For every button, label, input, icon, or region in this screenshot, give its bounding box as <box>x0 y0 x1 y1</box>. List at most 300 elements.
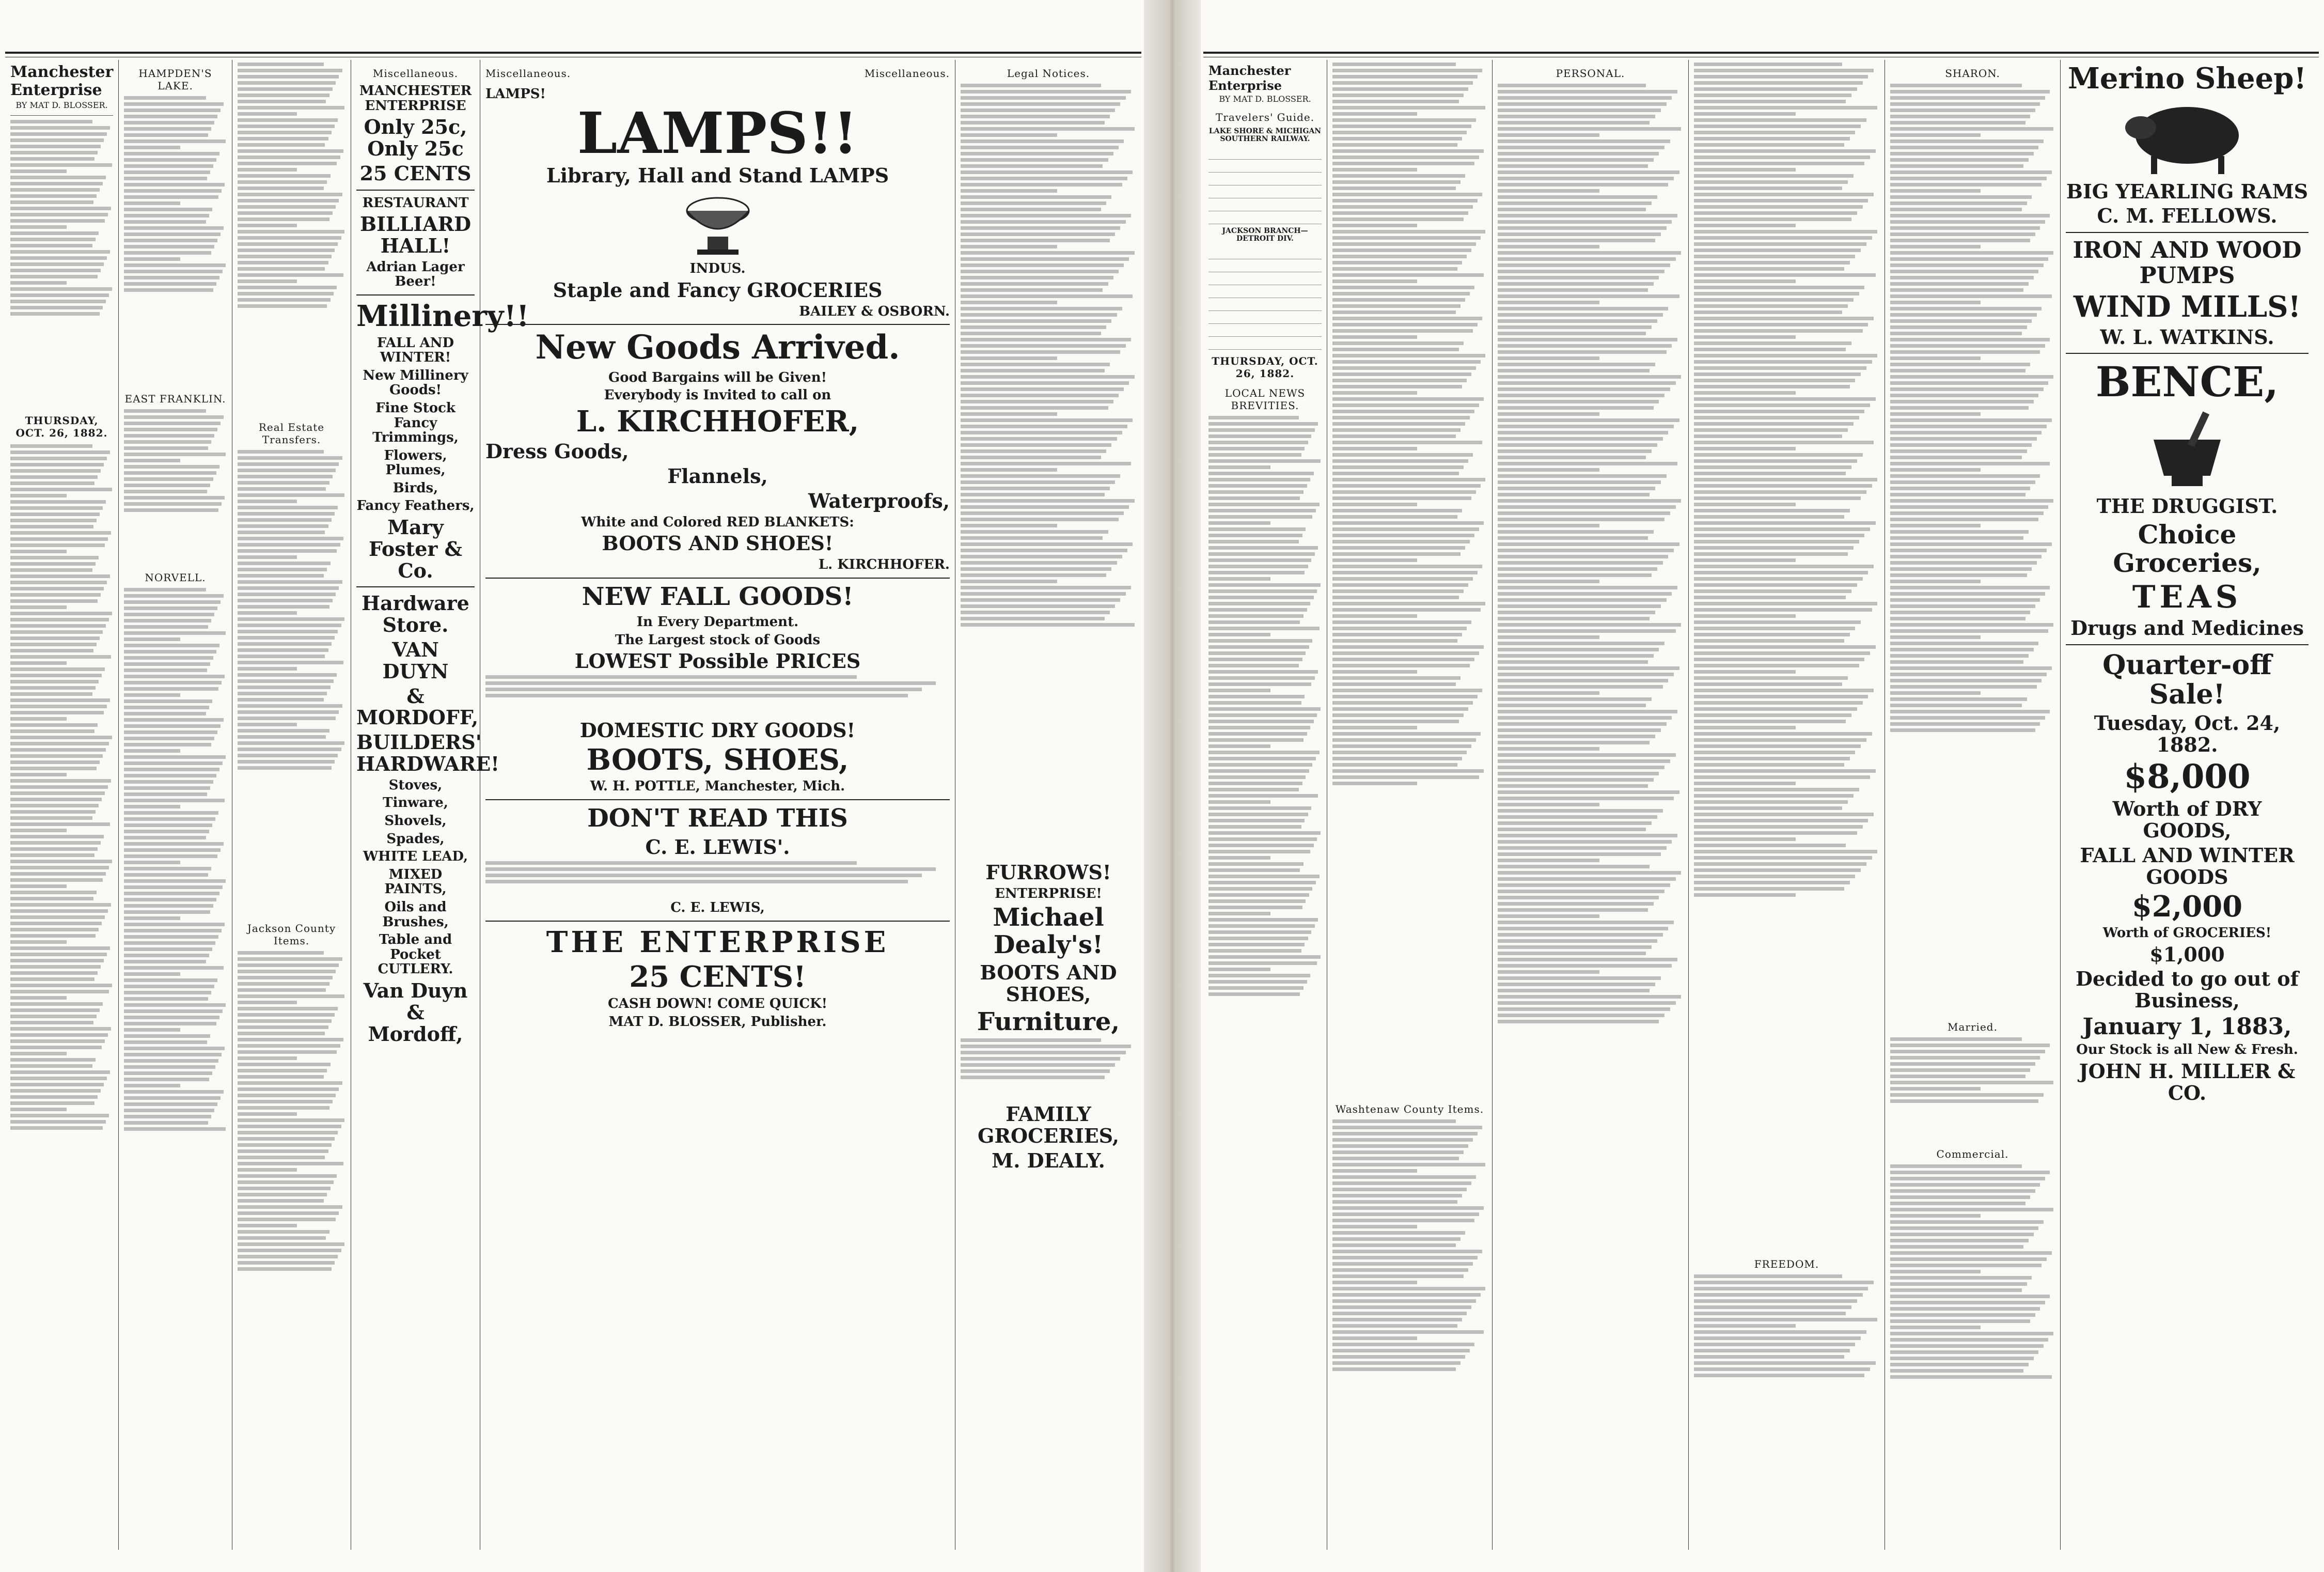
text-line <box>1498 871 1681 875</box>
text-block <box>124 409 227 564</box>
text-line <box>1498 753 1676 757</box>
text-block <box>961 84 1136 859</box>
text-line <box>1694 180 1848 184</box>
text-line <box>1208 416 1299 419</box>
text-line <box>1890 629 2048 633</box>
text-line <box>124 675 225 678</box>
text-line <box>1694 763 1844 767</box>
text-line <box>124 239 217 242</box>
text-line <box>1332 69 1482 72</box>
text-line <box>1694 354 1877 357</box>
ad-cash-down: CASH DOWN! COME QUICK! <box>607 996 828 1012</box>
text-line <box>1332 236 1481 240</box>
text-line <box>124 251 211 255</box>
text-line <box>1498 239 1655 242</box>
text-line <box>1890 431 2042 434</box>
text-line <box>10 717 67 721</box>
text-line <box>1890 350 2040 354</box>
text-line <box>10 450 110 454</box>
text-line <box>10 711 104 714</box>
text-line <box>1498 270 1665 273</box>
text-line <box>10 705 107 708</box>
text-line <box>1694 472 1846 475</box>
ad-white-lead: WHITE LEAD, <box>363 849 468 865</box>
text-line <box>1498 952 1646 955</box>
text-line <box>1694 124 1861 128</box>
text-line <box>961 462 1131 465</box>
text-line <box>1498 232 1661 236</box>
text-line <box>1332 658 1474 661</box>
text-line <box>238 1149 328 1153</box>
text-line <box>1890 375 2053 379</box>
text-line <box>1890 1208 2053 1211</box>
text-line <box>238 741 344 745</box>
text-line <box>124 1053 222 1056</box>
text-line <box>10 667 105 671</box>
text-line <box>1498 970 1599 974</box>
text-line <box>238 1112 297 1116</box>
text-line <box>1890 263 2044 267</box>
text-line <box>1694 1349 1850 1352</box>
text-line <box>1890 1270 1981 1273</box>
text-line <box>1332 1367 1456 1371</box>
text-line <box>10 1101 95 1105</box>
text-line <box>1332 100 1459 103</box>
text-line <box>124 1096 221 1100</box>
text-line <box>1332 137 1462 141</box>
text-line <box>1890 1171 2050 1174</box>
text-line <box>1208 627 1320 630</box>
text-line <box>1332 1225 1417 1228</box>
text-line <box>1694 775 1870 779</box>
text-line <box>1208 893 1309 897</box>
text-line <box>1332 310 1456 314</box>
text-line <box>10 1064 92 1068</box>
text-line <box>10 791 105 795</box>
text-line <box>238 1019 332 1023</box>
text-line <box>1498 555 1668 558</box>
text-line <box>1890 1183 2040 1187</box>
text-line <box>1694 825 1863 829</box>
text-line <box>1890 146 2038 149</box>
text-line <box>1332 1206 1484 1210</box>
text-line <box>10 977 95 981</box>
text-line <box>10 163 112 167</box>
text-line <box>238 1205 342 1209</box>
text-line <box>10 194 97 198</box>
text-line <box>1890 580 1981 583</box>
text-line <box>961 549 1127 552</box>
text-line <box>238 617 344 621</box>
text-line <box>1332 552 1461 556</box>
text-line <box>124 158 216 162</box>
text-line <box>1890 567 2032 571</box>
text-line <box>1332 1305 1471 1309</box>
text-line <box>1332 341 1464 345</box>
text-block <box>1890 1037 2055 1141</box>
text-line <box>238 729 329 733</box>
text-line <box>1498 722 1667 726</box>
text-line <box>1332 261 1462 264</box>
text-line <box>1332 571 1478 574</box>
text-line <box>1332 1138 1473 1142</box>
text-line <box>238 1081 342 1085</box>
text-line <box>1332 614 1417 618</box>
text-block <box>485 861 950 897</box>
text-line <box>1498 877 1676 881</box>
text-block <box>10 444 113 1426</box>
text-line <box>1208 577 1270 581</box>
text-line <box>238 273 343 277</box>
text-line <box>1332 540 1470 543</box>
text-line <box>10 605 67 609</box>
text-line <box>124 991 211 994</box>
text-line <box>1890 617 2025 620</box>
text-line <box>1694 403 1870 407</box>
text-line <box>1694 583 1857 587</box>
text-line <box>1890 356 1981 360</box>
text-line <box>1208 955 1321 959</box>
text-line <box>1694 87 1857 91</box>
text-line <box>1332 1268 1468 1272</box>
text-line <box>1890 412 1981 416</box>
text-block <box>238 63 346 414</box>
text-block <box>238 450 346 915</box>
text-line <box>1890 1326 1981 1329</box>
text-line <box>1890 704 2022 707</box>
text-line <box>1498 344 1672 348</box>
text-line <box>10 1058 96 1062</box>
text-line <box>1498 208 1646 211</box>
text-line <box>961 573 1106 577</box>
text-line <box>1694 193 1874 196</box>
text-line <box>1332 775 1479 779</box>
text-line <box>1208 707 1321 711</box>
text-line <box>1332 211 1468 215</box>
text-line <box>1890 1301 2045 1304</box>
text-line <box>1498 945 1652 949</box>
ad-builders: BUILDERS' HARDWARE! <box>356 730 499 776</box>
text-line <box>124 195 218 199</box>
ad-mordoff: & MORDOFF, <box>356 684 479 729</box>
ad-the-enterprise: THE ENTERPRISE <box>546 925 889 959</box>
text-line <box>1890 1195 2030 1199</box>
text-line <box>1498 133 1599 137</box>
text-line <box>124 687 218 691</box>
text-line <box>1890 425 2047 428</box>
text-line <box>1694 273 1876 277</box>
text-line <box>124 662 210 666</box>
text-line <box>238 1118 344 1122</box>
text-line <box>1694 1330 1866 1334</box>
text-line <box>1890 1245 2023 1249</box>
text-line <box>124 502 222 506</box>
text-line <box>1332 1287 1485 1290</box>
text-line <box>1890 307 2042 310</box>
text-line <box>1332 317 1482 320</box>
text-line <box>238 1106 329 1110</box>
text-line <box>1498 654 1654 658</box>
text-line <box>1498 480 1661 484</box>
text-line <box>1208 689 1270 692</box>
ad-spades: Spades, <box>386 831 445 847</box>
text-line <box>1208 949 1301 953</box>
text-line <box>124 170 210 174</box>
text-line <box>238 648 328 652</box>
left-col-2 <box>119 60 232 1550</box>
ad-feathers: Fancy Feathers, <box>356 498 475 514</box>
text-line <box>10 138 104 142</box>
text-line <box>1498 573 1652 577</box>
text-line <box>238 686 331 689</box>
text-line <box>1332 174 1465 178</box>
text-line <box>1890 573 2027 577</box>
text-line <box>1694 496 1861 500</box>
ad-largest-stock: The Largest stock of Goods <box>615 632 821 648</box>
text-line <box>1498 561 1663 565</box>
text-line <box>124 270 223 273</box>
text-line <box>1694 521 1876 525</box>
masthead-byline: BY MAT D. BLOSSER. <box>1219 94 1311 104</box>
text-line <box>1694 292 1859 295</box>
text-line <box>10 822 110 826</box>
text-line <box>1498 964 1672 968</box>
ad-oils: Oils and Brushes, <box>382 899 449 930</box>
text-line <box>10 1077 107 1080</box>
text-line <box>1694 1336 1861 1340</box>
text-line <box>10 475 98 479</box>
text-line <box>1498 741 1650 744</box>
ad-billiard: BILLIARD HALL! <box>359 212 472 257</box>
text-line <box>485 874 922 877</box>
text-line <box>124 985 214 988</box>
text-line <box>124 1065 215 1069</box>
text-line <box>10 231 99 235</box>
text-line <box>238 217 329 221</box>
text-line <box>1332 1361 1461 1365</box>
text-line <box>1208 447 1305 450</box>
text-line <box>1332 1188 1467 1191</box>
text-line <box>1694 645 1876 649</box>
text-line <box>124 681 222 684</box>
text-line <box>238 1143 332 1147</box>
text-line <box>961 220 1126 224</box>
text-line <box>10 779 111 783</box>
ad-25-cents: 25 CENTS <box>359 161 472 185</box>
text-line <box>1890 1276 2032 1280</box>
text-line <box>1694 837 1796 841</box>
text-line <box>10 562 96 566</box>
text-line <box>1498 332 1646 335</box>
text-line <box>1208 912 1270 915</box>
text-line <box>124 1071 212 1075</box>
text-line <box>1890 598 2040 602</box>
text-line <box>238 261 328 264</box>
text-line <box>1890 561 2037 565</box>
text-line <box>1694 589 1851 593</box>
text-line <box>124 208 212 211</box>
text-line <box>10 1114 109 1117</box>
text-line <box>1694 1281 1874 1284</box>
text-line <box>1498 747 1599 751</box>
text-line <box>238 456 342 460</box>
text-line <box>1694 651 1870 655</box>
text-line <box>238 106 344 110</box>
text-line <box>1498 803 1599 806</box>
text-line <box>10 207 111 210</box>
text-line <box>124 588 206 592</box>
text-line <box>1498 865 1650 868</box>
text-line <box>1694 850 1877 853</box>
text-line <box>1498 673 1674 676</box>
text-line <box>1332 1119 1456 1123</box>
text-line <box>124 121 214 124</box>
text-line <box>1332 403 1479 407</box>
ad-adrian-beer: Adrian Lager Beer! <box>366 259 465 290</box>
text-line <box>1208 490 1304 494</box>
text-line <box>1498 902 1654 906</box>
text-line <box>1498 617 1650 620</box>
text-line <box>124 861 180 864</box>
text-line <box>10 275 98 278</box>
text-line <box>1694 131 1855 134</box>
railway-title: LAKE SHORE & MICHIGAN SOUTHERN RAILWAY. <box>1208 127 1322 144</box>
text-line <box>1694 242 1866 246</box>
text-line <box>238 754 338 757</box>
text-line <box>1890 1044 2050 1047</box>
masthead-title: Manchester Enterprise <box>10 63 114 99</box>
text-line <box>238 1199 324 1203</box>
text-line <box>1208 552 1315 556</box>
text-line <box>238 679 334 683</box>
text-line <box>124 257 180 261</box>
text-line <box>1498 1007 1670 1011</box>
text-line <box>238 143 325 147</box>
text-line <box>961 592 1126 596</box>
text-line <box>1498 809 1663 813</box>
section-header: Washtenaw County Items. <box>1335 1103 1484 1115</box>
ad-amount-2000: $2,000 <box>2131 889 2243 924</box>
text-line <box>10 169 67 173</box>
text-line <box>10 556 99 559</box>
text-line <box>1332 596 1459 599</box>
text-line <box>961 387 1124 391</box>
text-line <box>1694 577 1863 581</box>
ad-lamps-small: LAMPS! <box>485 86 546 102</box>
text-line <box>238 493 344 497</box>
text-line <box>10 829 67 832</box>
text-line <box>1332 335 1417 339</box>
text-line <box>1208 856 1270 860</box>
text-line <box>1332 565 1482 568</box>
text-line <box>1890 710 2050 713</box>
text-line <box>124 1102 217 1106</box>
text-line <box>961 406 1108 410</box>
text-line <box>124 282 216 286</box>
text-line <box>1498 325 1652 329</box>
text-line <box>1890 1338 2048 1342</box>
local-news-header: LOCAL NEWS BREVITIES. <box>1224 386 1306 412</box>
text-line <box>238 69 342 72</box>
text-line <box>961 356 1057 360</box>
ad-good-bargains: Good Bargains will be Given! <box>608 369 827 385</box>
text-line <box>124 743 211 746</box>
text-line <box>1890 332 2022 335</box>
text-line <box>961 542 1133 546</box>
text-line <box>1332 131 1467 134</box>
text-line <box>238 1211 339 1215</box>
timetable <box>1208 246 1322 350</box>
text-line <box>238 717 336 720</box>
text-line <box>1694 813 1874 816</box>
text-line <box>961 127 1135 131</box>
text-line <box>961 623 1135 627</box>
text-line <box>124 929 222 932</box>
text-line <box>961 251 1135 255</box>
text-line <box>238 168 297 172</box>
text-line <box>10 816 92 820</box>
text-line <box>124 1003 226 1007</box>
text-line <box>10 748 106 752</box>
text-line <box>124 496 225 500</box>
text-line <box>1694 596 1846 599</box>
text-line <box>961 350 1120 354</box>
text-line <box>1498 859 1599 862</box>
right-page <box>1203 52 2319 1550</box>
text-line <box>10 1089 101 1093</box>
text-line <box>1332 527 1479 531</box>
text-line <box>1694 701 1863 705</box>
text-line <box>238 1094 336 1097</box>
text-line <box>1890 611 2030 614</box>
text-line <box>1498 431 1668 434</box>
text-line <box>1694 372 1861 376</box>
text-line <box>238 475 333 478</box>
text-line <box>10 457 107 460</box>
text-line <box>1332 162 1474 165</box>
ad-cutlery: Table and Pocket CUTLERY. <box>378 932 453 977</box>
left-col-3 <box>232 60 351 1550</box>
text-line <box>1890 555 2042 558</box>
text-line <box>124 146 180 149</box>
text-line <box>1890 1319 2030 1323</box>
text-line <box>1332 589 1464 593</box>
text-line <box>124 1034 210 1038</box>
text-line <box>10 250 110 254</box>
text-line <box>485 694 908 697</box>
text-line <box>1694 63 1842 66</box>
text-line <box>961 1051 1126 1054</box>
ad-druggist: THE DRUGGIST. <box>2096 494 2278 518</box>
text-line <box>1890 1220 2044 1224</box>
text-line <box>10 519 97 522</box>
ad-family-groceries: FAMILY GROCERIES, <box>978 1102 1119 1148</box>
text-line <box>1498 772 1659 775</box>
text-line <box>124 613 214 616</box>
text-line <box>10 946 110 950</box>
text-line <box>1890 177 2047 180</box>
text-line <box>1332 484 1481 488</box>
text-line <box>1208 534 1302 537</box>
text-line <box>238 642 332 646</box>
text-line <box>1498 177 1674 180</box>
right-col-2 <box>1327 60 1493 1550</box>
text-line <box>238 1069 327 1072</box>
text-line <box>1694 732 1872 736</box>
text-line <box>10 151 98 154</box>
text-line <box>1694 230 1877 234</box>
text-line <box>238 549 337 553</box>
